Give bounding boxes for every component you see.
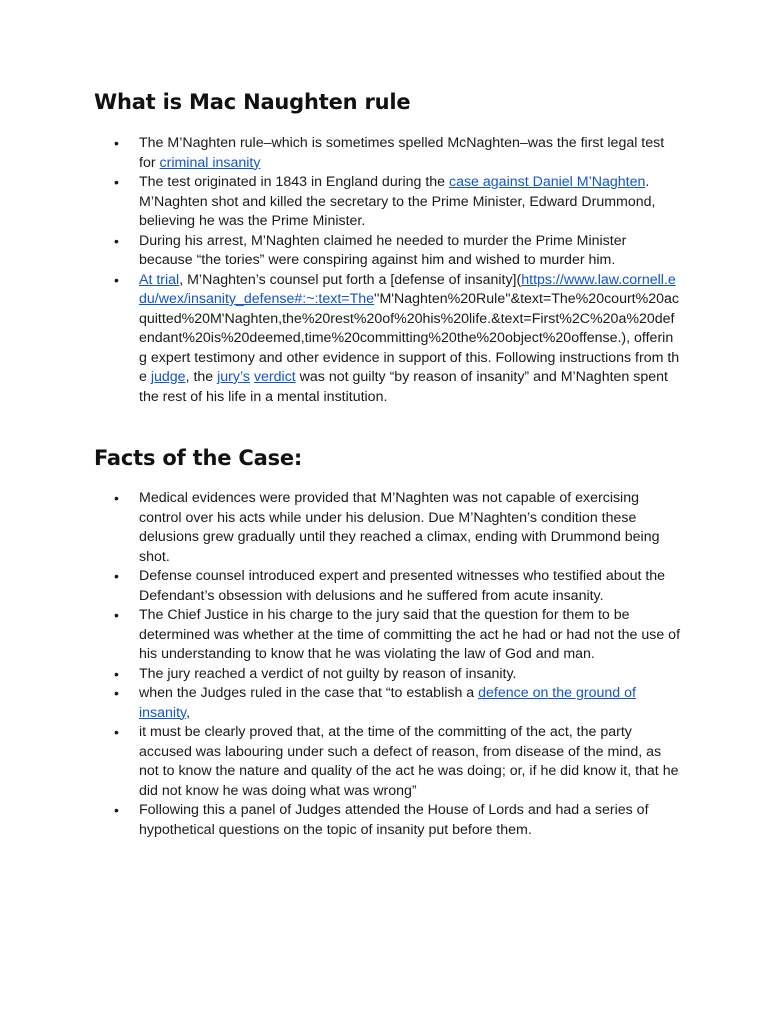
item-text: ''M'Naghten%20Rule''&text=The%20court%20acquitted%20M'Naghten,the%20rest%20of%20his%20life.&text=First%2C%20a%20defendant%20is%20deemed,time%20committing%20the%20object%20offense.), offering expert testimony and other evidence in support of this. Following instructions from the xyxy=(139,291,680,385)
item-text: when the Judges ruled in the case that “to establish a xyxy=(139,685,479,701)
item-text: , the xyxy=(185,369,218,385)
item-text: The test originated in 1843 in England during the xyxy=(139,174,449,190)
link-criminal-insanity[interactable]: criminal insanity xyxy=(159,154,261,171)
rule-bullet-list xyxy=(114,134,680,407)
list-item xyxy=(114,173,680,232)
list-item xyxy=(114,489,680,567)
link-cornell-url[interactable]: https://www.law.cornell.edu/wex/insanity_defense#:~:text=The xyxy=(139,271,676,307)
list-item xyxy=(114,567,680,606)
list-item xyxy=(114,801,680,840)
item-text: it must be clearly proved that, at the time of the committing of the act, the party accused was labouring under such a defect of reason, from disease of the mind, as not to know the nature and quality of the act he was doing; or, if he did know it, that he did not know he was doing what was wrong” xyxy=(139,724,679,799)
link-defence-on-ground-of-insanity[interactable]: defence on the ground of insanity xyxy=(139,685,636,721)
link-verdict[interactable]: verdict xyxy=(253,369,296,385)
item-text: , xyxy=(186,704,191,721)
list-item xyxy=(114,606,680,665)
heading-mac-naughten-rule: What is Mac Naughten rule xyxy=(94,90,411,114)
item-text: The jury reached a verdict of not guilty by reason of insanity. xyxy=(139,665,517,682)
item-text: Medical evidences were provided that M’Naghten was not capable of exercising control over his acts while under his delusion. Due M’Naghten’s condition these delusions grew gradually until they reached a climax, ending with Drummond being shot. xyxy=(139,490,660,565)
list-item xyxy=(114,684,680,723)
link-judge[interactable]: judge xyxy=(150,369,186,385)
link-jurys[interactable]: jury’s xyxy=(217,369,250,385)
item-text: The M’Naghten rule–which is sometimes spelled McNaghten–was the first legal test for xyxy=(139,135,665,171)
item-text: The Chief Justice in his charge to the jury said that the question for them to be determined was whether at the time of committing the act he had or had not the use of his understanding to know that he was violating the law of God and man. xyxy=(139,607,681,662)
list-item xyxy=(114,232,680,271)
facts-bullet-list xyxy=(114,489,680,840)
item-text: During his arrest, M’Naghten claimed he needed to murder the Prime Minister because “the tories” were conspiring against him and wished to murder him. xyxy=(139,232,627,268)
item-text: was not guilty “by reason of insanity” and M’Naghten spent the rest of his life in a mental institution. xyxy=(139,369,668,405)
item-text: Defense counsel introduced expert and presented witnesses who testified about the Defendant’s obsession with delusions and he suffered from acute insanity. xyxy=(139,568,666,604)
link-case-against-mnaghten[interactable]: case against Daniel M’Naghten xyxy=(448,174,646,190)
list-item xyxy=(114,271,680,408)
list-item xyxy=(114,665,680,685)
item-text: . M’Naghten shot and killed the secretary to the Prime Minister, Edward Drummond, believing he was the Prime Minister. xyxy=(139,174,656,229)
heading-facts-of-the-case: Facts of the Case: xyxy=(94,446,303,470)
link-at-trial[interactable]: At trial xyxy=(139,271,180,288)
item-text: , M’Naghten’s counsel put forth a [defense of insanity]( xyxy=(179,271,522,288)
item-text: Following this a panel of Judges attended the House of Lords and had a series of hypothetical questions on the topic of insanity put before them. xyxy=(139,802,649,838)
list-item xyxy=(114,134,680,173)
list-item xyxy=(114,723,680,801)
